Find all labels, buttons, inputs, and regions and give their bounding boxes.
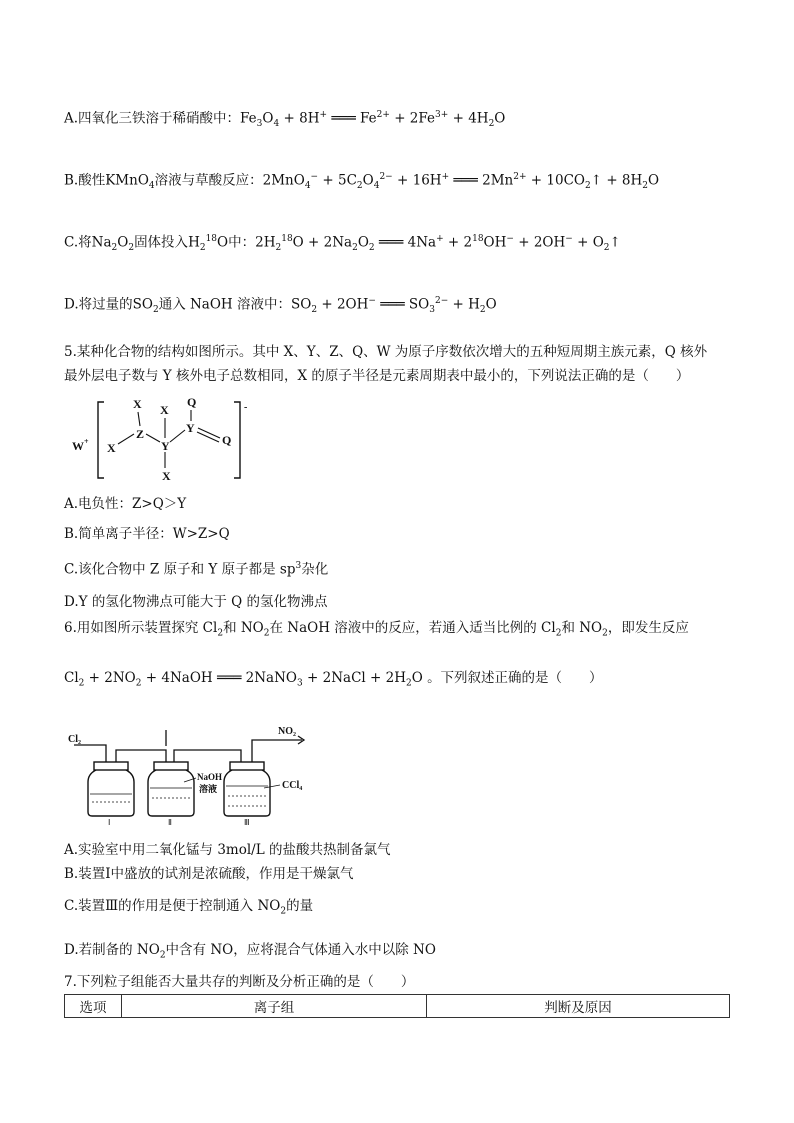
atom-x-top: X	[160, 403, 169, 417]
atom-x-left: X	[107, 441, 116, 455]
atom-y-right: Y	[186, 421, 195, 435]
atom-z: Z	[136, 427, 145, 441]
right-bracket	[234, 402, 240, 478]
q4-option-b: B.酸性KMnO$_4$溶液与草酸反应：$2MnO_4^- + 5C_2O_4^{2-} + 16H^+$ ═══ $2Mn^{2+}$ + $10CO_2↑ + 8H_2O$	[64, 172, 660, 192]
w-ion-label: W+	[72, 437, 89, 453]
charge-minus: -	[244, 402, 248, 413]
q6-stem: 6.用如图所示装置探究 $Cl_2$和 $NO_2$在 NaOH 溶液中的反应，若通入适当比例的 $Cl_2$和 $NO_2$，即发生反应	[64, 620, 689, 639]
bottle-i-label: Ⅰ	[108, 818, 111, 826]
bottle-iii-label: Ⅲ	[244, 818, 250, 826]
cl2-inlet-label: Cl₂	[68, 734, 81, 745]
q6-option-d: D.若制备的 $NO_2$中含有 NO，应将混合气体通入水中以除 NO	[64, 941, 436, 961]
atom-y-center: Y	[161, 439, 170, 453]
bottle-ii-label: Ⅱ	[168, 818, 172, 826]
table-header-row	[65, 995, 730, 1018]
q5-option-b: B.简单离子半径：W>Z>Q	[64, 526, 230, 542]
q5-option-d: D.Y 的氢化物沸点可能大于 Q 的氢化物沸点	[64, 593, 328, 610]
ccl4-label: CCl₄	[282, 780, 303, 791]
header-option: 选项	[65, 995, 122, 1018]
gas-tubes	[74, 730, 304, 762]
q5-stem: 5.某种化合物的结构如图所示。其中 X、Y、Z、Q、W 为原子序数依次增大的五种短周期主族元素，Q 核外 最外层电子数与 Y 核外电子总数相同，X 的原子半径是元素周期表中最小的，下列说法正确的是（ ）	[64, 344, 708, 384]
naoh-label: NaOH	[197, 772, 223, 782]
q6-reaction-equation: $Cl_2 + 2NO_2$ + 4NaOH ═══ 2NaNO$_3$ + 2NaCl + $2H_2O$ 。下列叙述正确的是（ ）	[64, 670, 603, 689]
bottles	[88, 762, 270, 816]
q4-option-d: D.将过量的$SO_2$通入 NaOH 溶液中：$SO_2 + 2OH^-$ ═══ $SO_3^{2-} + H_2O$	[64, 296, 497, 316]
q6-option-a: A.实验室中用二氧化锰与 3mol/L 的盐酸共热制备氯气	[64, 842, 391, 858]
q6-apparatus-diagram	[66, 722, 346, 826]
q5-option-c: C.该化合物中 Z 原子和 Y 原子都是 $sp^3$杂化	[64, 561, 329, 578]
q7-stem: 7.下列粒子组能否大量共存的判断及分析正确的是（ ）	[64, 974, 415, 990]
left-bracket	[98, 402, 104, 478]
liquid-levels	[90, 786, 268, 806]
header-ion-group: 离子组	[122, 995, 427, 1018]
solution-label: 溶液	[199, 784, 218, 794]
atom-q-right: Q	[222, 433, 232, 447]
q6-option-b: B.装置Ⅰ中盛放的试剂是浓硫酸，作用是干燥氯气	[64, 866, 354, 882]
header-judgment: 判断及原因	[427, 995, 730, 1018]
q6-option-c: C.装置Ⅲ的作用是便于控制通入 $NO_2$的量	[64, 898, 314, 917]
atom-x-bottom: X	[162, 469, 171, 483]
q4-option-a: A.四氧化三铁溶于稀硝酸中：$Fe_3O_4 + 8H^+$ ═══ $Fe^{2+} + 2Fe^{3+} + 4H_2O$	[64, 110, 506, 130]
q5-options	[64, 492, 734, 614]
no2-inlet-label: NO₂	[278, 726, 296, 737]
q5-option-a: A.电负性：Z>Q＞Y	[64, 496, 187, 512]
q6-options	[64, 838, 734, 967]
atom-q-top: Q	[187, 395, 197, 409]
q7-options-table	[64, 994, 730, 1018]
atom-x-top-left: X	[133, 397, 142, 411]
q5-structure-diagram	[70, 392, 270, 488]
q4-option-c: C.将$Na_2O_2$固体投入$H_2^{18}O$中：$2H_2^{18}O + 2Na_2O_2$ ═══ $4Na^+ + 2^{18}OH^- + 2OH^-$ + $O_2↑$	[64, 234, 621, 254]
